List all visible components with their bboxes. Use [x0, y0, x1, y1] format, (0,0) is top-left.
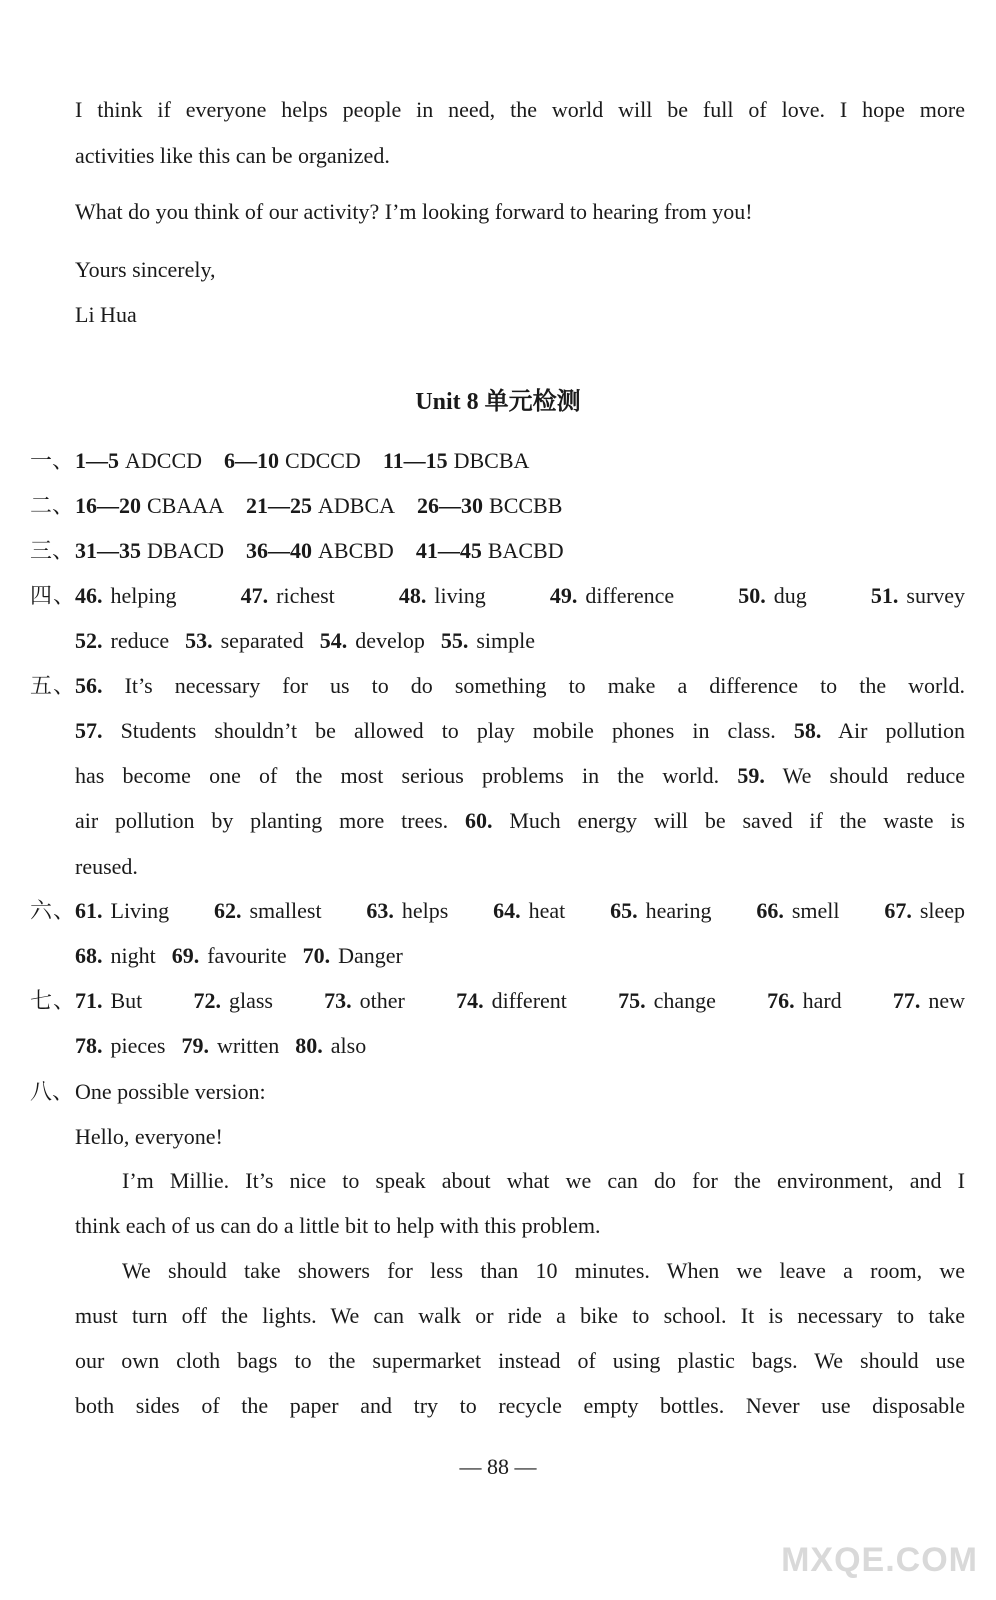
answer-group: 31—35 DBACD — [75, 538, 225, 563]
answer-group: 1—5 ADCCD — [75, 448, 203, 473]
section-5-line-2: 57. Students shouldn’t be allowed to play mobile phones in class. 58. Air pollution — [75, 718, 966, 743]
answer-group: 36—40 ABCBD — [246, 538, 394, 563]
answer-item: 72. glass — [193, 988, 273, 1013]
answer-item: 50. dug — [738, 583, 807, 608]
section-6-row-1 — [30, 896, 965, 926]
section-5-line-3: has become one of the most serious problems in the world. 59. We should reduce — [75, 763, 966, 788]
answer-item: 66. smell — [756, 898, 840, 923]
section-5-line-5: reused. — [75, 854, 138, 879]
answer-item: 80. also — [295, 1033, 367, 1058]
section-7-row-1 — [30, 986, 965, 1016]
answer-item: 53. separated — [185, 628, 304, 653]
answer-item: 61. Living — [75, 898, 170, 923]
section-marker: 三、 — [30, 538, 75, 563]
answer-item: 79. written — [181, 1033, 280, 1058]
section-marker: 五、 — [30, 673, 75, 698]
answer-item: 71. But — [75, 988, 143, 1013]
answer-group: 21—25 ADBCA — [246, 493, 396, 518]
section-marker: 二、 — [30, 493, 75, 518]
section-5-line-1: 五、56. It’s necessary for us to do something to make a difference to the world. — [30, 671, 965, 701]
answer-item: 76. hard — [767, 988, 842, 1013]
watermark: MXQE.COM — [781, 1541, 978, 1579]
section-marker: 六、 — [30, 898, 75, 923]
section-7-row-2 — [75, 1031, 965, 1061]
unit-title: Unit 8 单元检测 — [415, 389, 581, 415]
section-marker: 八、 — [30, 1079, 75, 1104]
answer-item: 55. simple — [440, 628, 536, 653]
letter-line-2: activities like this can be organized. — [75, 143, 390, 168]
speech-p2-line-3: our own cloth bags to the supermarket instead of using plastic bags. We should use — [75, 1348, 965, 1373]
answer-item: 52. reduce — [75, 628, 170, 653]
speech-p1-line-2: think each of us can do a little bit to help with this problem. — [75, 1213, 601, 1238]
answer-item: 68. night — [75, 943, 156, 968]
section-3 — [30, 536, 965, 566]
answer-item: 78. pieces — [75, 1033, 166, 1058]
page-number: — 88 — — [459, 1454, 537, 1479]
section-marker: 四、 — [30, 583, 75, 608]
letter-line-1: I think if everyone helps people in need, the world will be full of love. I hope more — [75, 97, 965, 122]
letter-question: What do you think of our activity? I’m looking forward to hearing from you! — [75, 199, 753, 224]
answer-group: 11—15 DBCBA — [382, 448, 530, 473]
section-8-intro: 八、One possible version: — [30, 1077, 965, 1107]
section-marker: 一、 — [30, 448, 75, 473]
answer-group: 41—45 BACBD — [415, 538, 564, 563]
section-6-row-2 — [75, 941, 965, 971]
speech-greeting: Hello, everyone! — [75, 1124, 223, 1149]
answer-item: 54. develop — [319, 628, 425, 653]
answer-group: 6—10 CDCCD — [224, 448, 361, 473]
answer-item: 73. other — [324, 988, 405, 1013]
answer-item: 63. helps — [366, 898, 449, 923]
answer-item: 51. survey — [870, 583, 966, 608]
section-1 — [30, 446, 965, 476]
answer-item: 64. heat — [493, 898, 566, 923]
section-2 — [30, 491, 965, 521]
answer-item: 62. smallest — [213, 898, 322, 923]
section-4-row-2 — [75, 626, 965, 656]
answer-item: 67. sleep — [884, 898, 966, 923]
speech-p2-line-2: must turn off the lights. We can walk or ride a bike to school. It is necessary to take — [75, 1303, 965, 1328]
answer-item: 47. richest — [240, 583, 335, 608]
answer-item: 49. difference — [549, 583, 675, 608]
answer-item: 75. change — [618, 988, 716, 1013]
answer-item: 65. hearing — [610, 898, 712, 923]
answer-group: 16—20 CBAAA — [75, 493, 225, 518]
answer-item: 70. Danger — [302, 943, 403, 968]
section-5-line-4: air pollution by planting more trees. 60. Much energy will be saved if the waste is — [75, 808, 965, 833]
answer-item: 46. helping — [75, 583, 177, 608]
letter-signature: Li Hua — [75, 302, 137, 327]
letter-closing: Yours sincerely, — [75, 257, 216, 282]
speech-p2-line-4: both sides of the paper and try to recycle empty bottles. Never use disposable — [75, 1393, 965, 1418]
speech-p1-line-1: I’m Millie. It’s nice to speak about what we can do for the environment, and I — [122, 1168, 965, 1193]
answer-item: 77. new — [892, 988, 966, 1013]
section-marker: 七、 — [30, 988, 75, 1013]
answer-group: 26—30 BCCBB — [417, 493, 563, 518]
speech-p2-line-1: We should take showers for less than 10 minutes. When we leave a room, we — [122, 1258, 965, 1283]
answer-item: 74. different — [456, 988, 567, 1013]
answer-item: 48. living — [398, 583, 486, 608]
section-4-row-1 — [30, 581, 965, 611]
answer-item: 69. favourite — [171, 943, 287, 968]
